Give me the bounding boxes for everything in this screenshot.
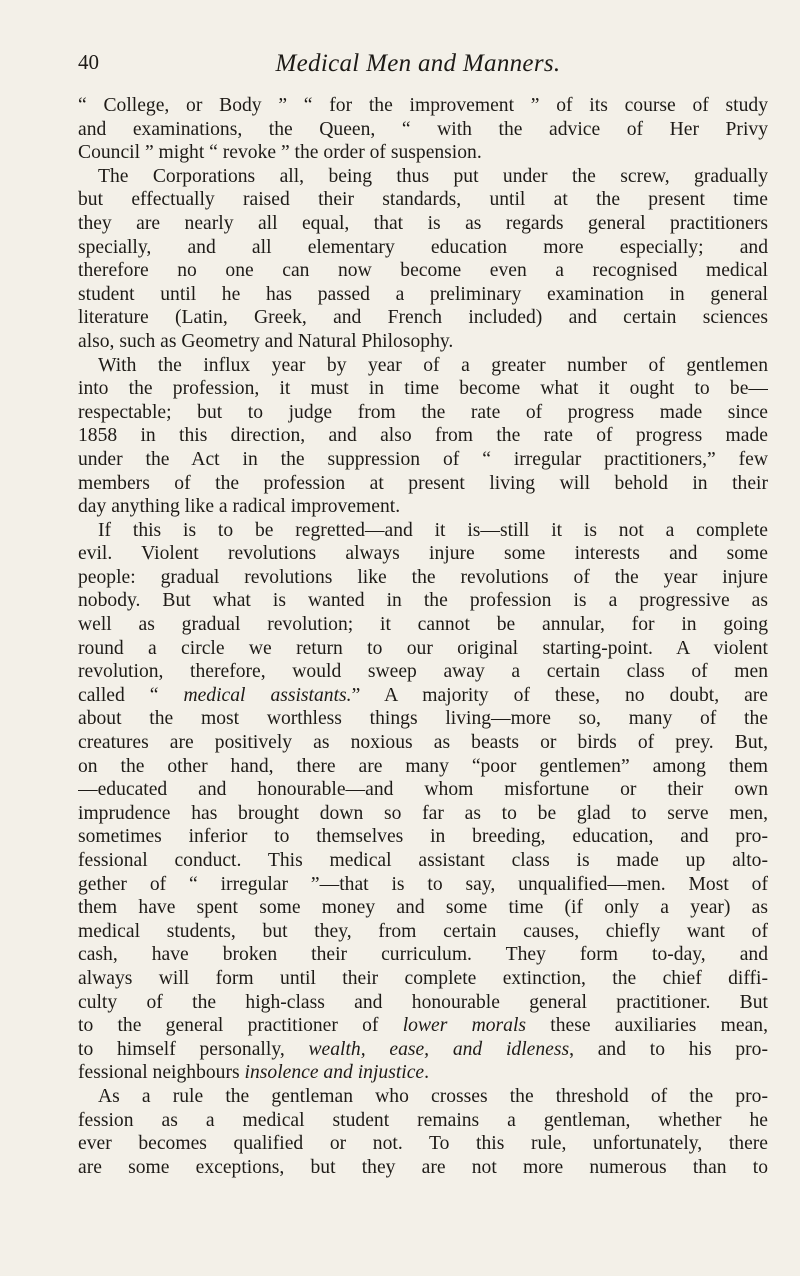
- text-line: With the influx year by year of a greater number of gentlemen: [98, 354, 768, 376]
- text-line: they are nearly all equal, that is as regards general practitioners: [78, 212, 768, 234]
- text-line: Council ” might “ revoke ” the order of suspension.: [78, 142, 482, 164]
- text-line: therefore no one can now become even a recognised medical: [78, 260, 768, 282]
- text-line: sometimes inferior to themselves in breeding, education, and pro-: [78, 826, 768, 848]
- text-line: members of the profession at present living will behold in their: [78, 472, 768, 494]
- text-line: evil. Violent revolutions always injure some interests and some: [78, 543, 768, 565]
- body-text: [78, 94, 768, 1179]
- text-line: creatures are positively as noxious as beasts or birds of prey. But,: [78, 732, 768, 754]
- text-line: cash, have broken their curriculum. They form to-day, and: [78, 944, 768, 966]
- text-line: specially, and all elementary education more especially; and: [78, 236, 768, 258]
- text-line: fessional neighbours insolence and injustice.: [78, 1062, 430, 1084]
- text-line: imprudence has brought down so far as to be glad to serve men,: [78, 802, 768, 824]
- text-line: respectable; but to judge from the rate of progress made since: [78, 401, 768, 423]
- text-line: 1858 in this direction, and also from the rate of progress made: [78, 425, 768, 447]
- text-line: but effectually raised their standards, until at the present time: [78, 189, 768, 211]
- text-line: on the other hand, there are many “poor gentlemen” among them: [78, 755, 768, 777]
- text-line: under the Act in the suppression of “ irregular practitioners,” few: [78, 448, 768, 470]
- text-line: —educated and honourable—and whom misfortune or their own: [78, 779, 768, 801]
- text-line: to the general practitioner of lower morals these auxiliaries mean,: [78, 1015, 768, 1037]
- text-line: always will form until their complete extinction, the chief diffi-: [78, 967, 768, 989]
- text-line: ever becomes qualified or not. To this rule, unfortunately, there: [78, 1133, 768, 1155]
- text-line: revolution, therefore, would sweep away a certain class of men: [78, 661, 768, 683]
- text-line: gether of “ irregular ”—that is to say, unqualified—men. Most of: [78, 873, 768, 895]
- text-line: If this is to be regretted—and it is—still it is not a complete: [98, 519, 768, 541]
- text-line: well as gradual revolution; it cannot be annular, for in going: [78, 614, 768, 636]
- text-line: literature (Latin, Greek, and French included) and certain sciences: [78, 307, 768, 329]
- text-line: culty of the high-class and honourable general practitioner. But: [78, 991, 768, 1013]
- running-title: Medical Men and Manners.: [275, 50, 561, 77]
- text-line: round a circle we return to our original starting-point. A violent: [78, 637, 768, 659]
- page-number: 40: [78, 50, 99, 74]
- text-line: and examinations, the Queen, “ with the advice of Her Privy: [78, 118, 768, 140]
- text-line: people: gradual revolutions like the revolutions of the year injure: [78, 566, 768, 588]
- text-line: As a rule the gentleman who crosses the threshold of the pro-: [98, 1085, 768, 1107]
- text-line: fession as a medical student remains a gentleman, whether he: [78, 1109, 768, 1131]
- text-line: are some exceptions, but they are not more numerous than to: [78, 1156, 768, 1178]
- text-line: day anything like a radical improvement.: [78, 496, 401, 518]
- text-line: “ College, or Body ” “ for the improvement ” of its course of study: [78, 95, 768, 116]
- text-line: about the most worthless things living—more so, many of the: [78, 708, 768, 730]
- text-line: The Corporations all, being thus put under the screw, gradually: [98, 165, 768, 187]
- text-line: called “ medical assistants.” A majority of these, no doubt, are: [78, 684, 768, 706]
- text-line: them have spent some money and some time (if only a year) as: [78, 897, 768, 919]
- page-header: [78, 50, 758, 84]
- text-line: student until he has passed a preliminary examination in general: [78, 283, 768, 305]
- text-line: into the profession, it must in time become what it ought to be—: [78, 378, 768, 400]
- text-line: medical students, but they, from certain causes, chiefly want of: [78, 920, 768, 942]
- text-line: nobody. But what is wanted in the profession is a progressive as: [78, 590, 768, 612]
- text-line: fessional conduct. This medical assistant class is made up alto-: [78, 850, 768, 871]
- text-line: to himself personally, wealth, ease, and idleness, and to his pro-: [78, 1038, 768, 1060]
- text-line: also, such as Geometry and Natural Philosophy.: [78, 330, 454, 352]
